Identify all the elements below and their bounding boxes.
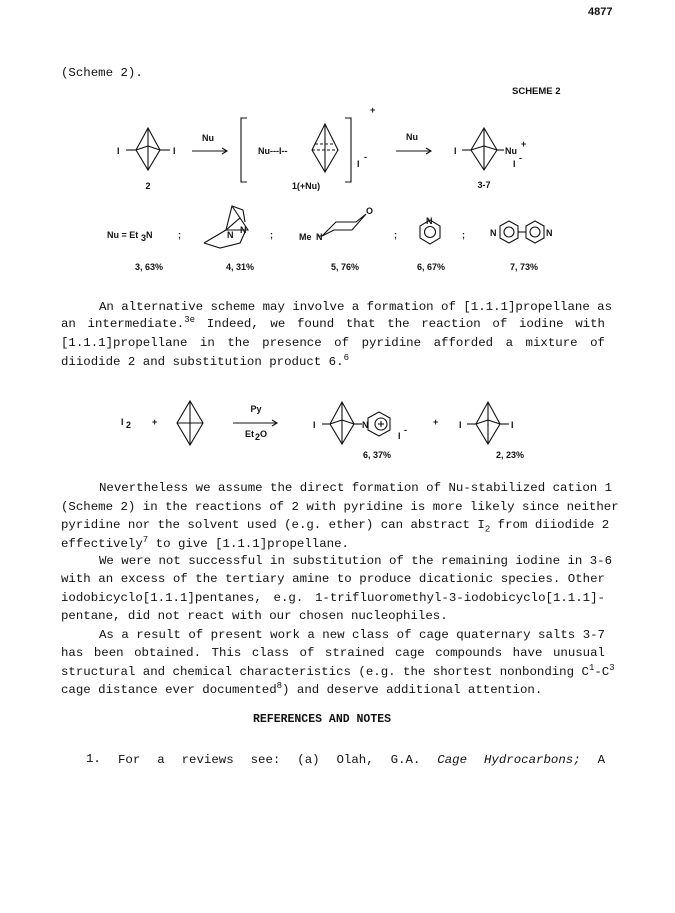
yield-label: 4, 31%: [226, 262, 255, 272]
solvent-label: Et: [245, 429, 254, 439]
oxygen-label: O: [366, 206, 374, 216]
nitrogen-label: N: [240, 225, 247, 235]
compound-number: 1(+Nu): [291, 181, 321, 191]
yield-label: 6, 67%: [417, 262, 446, 272]
anion-label: I: [513, 159, 516, 169]
solvent-subscript: 2: [255, 432, 261, 442]
iodine-subscript: 2: [126, 420, 132, 430]
nu-n: N: [146, 230, 153, 240]
para3-line: iodobicyclo[1.1.1]pentanes, e.g. 1-trifluoromethyl-3-iodobicyclo[1.1.1]-: [61, 591, 605, 605]
reference-number: 1.: [86, 752, 101, 766]
separator: ;: [270, 230, 273, 240]
yield-label: 5, 76%: [331, 262, 360, 272]
bipyridine-structure: [500, 221, 544, 243]
plus-sign: +: [152, 417, 158, 427]
quaternary-salt-structure: [462, 128, 504, 170]
nitrogen-label: N: [362, 420, 369, 430]
nitrogen-label: N: [426, 216, 433, 226]
iodo-label: I: [117, 146, 120, 156]
yield-label: 3, 63%: [135, 262, 164, 272]
para4-line: cage distance ever documented$^8$) and deserve additional attention.: [61, 680, 543, 697]
yield-label: 6, 37%: [363, 450, 392, 460]
nitrogen-label: N: [490, 228, 497, 238]
anion-label: I: [398, 431, 401, 441]
iodo-label: I: [511, 420, 514, 430]
anion-label: I: [357, 159, 360, 169]
bracket-right: [345, 118, 351, 182]
para3-line: with an excess of the tertiary amine to produce dicationic species. Other: [61, 572, 605, 586]
anion-charge: -: [364, 152, 367, 162]
separator: ;: [178, 230, 181, 240]
arrow-label: Nu: [202, 133, 214, 143]
nu-subscript: 3: [141, 233, 147, 243]
para4-line: structural and chemical characteristics (e.g. the shortest nonbonding $C^1-C^3$: [61, 662, 615, 679]
para1-line: an intermediate.$^{3e}$ Indeed, we found that the reaction of iodine with: [61, 314, 605, 331]
compound-number: 2: [145, 181, 151, 191]
yield-label: 7, 73%: [510, 262, 539, 272]
scheme-title: SCHEME 2: [512, 86, 561, 97]
para4-line: As a result of present work a new class of cage quaternary salts 3-7: [99, 628, 605, 642]
para3-line: We were not successful in substitution of the remaining iodine in 3-6: [99, 554, 613, 568]
para2-line: Nevertheless we assume the direct formation of Nu-stabilized cation 1: [99, 481, 613, 495]
reagent-label: Py: [250, 404, 262, 414]
yield-label: 2, 23%: [496, 450, 525, 460]
arrow-label: Nu: [406, 132, 418, 142]
para1-line: [1.1.1]propellane in the presence of pyridine afforded a mixture of: [61, 336, 605, 350]
iodo-label: I: [459, 420, 462, 430]
plus-sign: +: [433, 417, 439, 427]
para3-line: pentane, did not react with our chosen nucleophiles.: [61, 609, 448, 623]
para1-line: diiodide 2 and substitution product 6.$^6$: [61, 352, 349, 369]
reference-text: For a reviews see: (a) Olah, G.A. Cage Hydrocarbons; A: [118, 753, 606, 767]
diiodobicyclopentane-structure: [467, 402, 509, 444]
diiodobicyclopentane-structure: [126, 128, 170, 170]
para1-line: An alternative scheme may involve a formation of [1.1.1]propellane as: [99, 300, 613, 314]
page-number: 4877: [588, 6, 613, 18]
para2-line: (Scheme 2) in the reactions of 2 with pyridine is more likely since neither: [61, 500, 619, 514]
scheme-reference: (Scheme 2).: [61, 66, 143, 80]
charge-label: +: [370, 105, 376, 115]
anion-charge: -: [404, 425, 407, 435]
para2-line: effectively$^7$ to give [1.1.1]propellane.: [61, 534, 349, 551]
bracket-nu-text: Nu---I--: [258, 146, 288, 156]
anion-charge: -: [519, 153, 522, 163]
para4-line: has been obtained. This class of strained cage compounds have unusual: [61, 646, 605, 660]
nitrogen-label: N: [316, 232, 323, 242]
iodo-label: I: [454, 146, 457, 156]
iodo-label: I: [313, 420, 316, 430]
nitrogen-label: N: [546, 228, 553, 238]
separator: ;: [462, 230, 465, 240]
iodine-label: I: [121, 417, 124, 427]
solvent-label: O: [260, 429, 268, 439]
nu-definition: Nu = Et: [107, 230, 139, 240]
pyridinium-bicyclopentane-structure: [322, 402, 390, 444]
bracket-left: [241, 118, 247, 182]
separator: ;: [394, 230, 397, 240]
propellane-structure: [177, 401, 203, 445]
nu-label: Nu: [505, 146, 517, 156]
methyl-label: Me: [299, 232, 312, 242]
references-heading: REFERENCES AND NOTES: [253, 713, 392, 726]
morpholine-ring: [318, 214, 366, 236]
nitrogen-label: N: [227, 230, 234, 240]
para2-line: pyridine nor the solvent used (e.g. ether) can abstract $I_2$ from diiodide 2: [61, 518, 610, 535]
iodo-label: I: [173, 146, 176, 156]
compound-number: 3-7: [477, 180, 491, 190]
charge-label: +: [521, 139, 527, 149]
bicyclopentyl-cation-structure: [312, 124, 338, 172]
